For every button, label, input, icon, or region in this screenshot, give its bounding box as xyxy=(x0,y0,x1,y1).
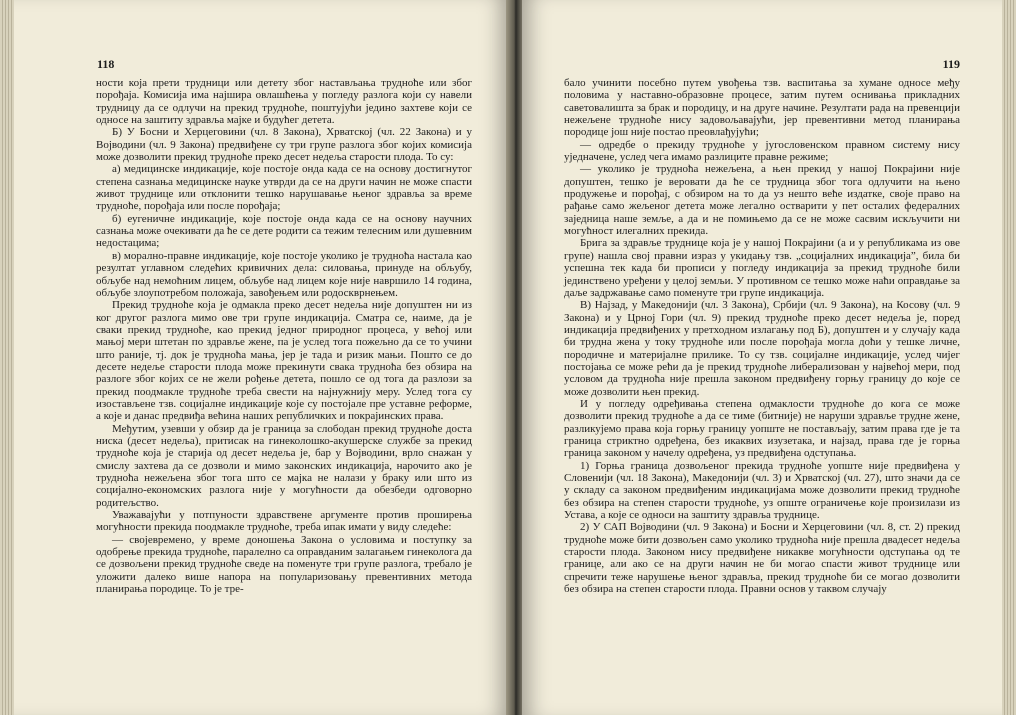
right-page-number: 119 xyxy=(942,57,960,71)
right-page-edges xyxy=(1002,0,1016,715)
paragraph: — уколико је трудноћа нежељена, а њен прекид у нашој Покрајини није допуштен, тешко је веровати да ће се трудница због тога одлучити на њено продужење и порођај, с обзиром на то да уз нешто веће издатке, своје право на рађање само жељеног детета може легално остварити у пет осталих федералних заједница наше земље, а да и не помињемо да се не може сасвим искључити ни могућност илегалних прекида. xyxy=(564,163,960,238)
paragraph: 2) У САП Војводини (чл. 9 Закона) и Босни и Херцеговини (чл. 8, ст. 2) прекид трудноће може бити дозвољен само уколико трудноћа није прешла двадесет недеља старости плода. Законом нису предвиђене никакве могућности одступања од те границе, али ако се на други начин не би могао спасти живот труднице или спречити теже нарушење њеног здравља, прекид трудноће би се могао дозволити без обзира на степен старости плода. Правни основ у таквом случају xyxy=(564,521,960,596)
left-page-text xyxy=(96,77,472,595)
left-page-number: 118 xyxy=(97,57,115,71)
paragraph: — одредбе о прекиду трудноће у југословенском правном систему нису уједначене, услед чега имамо разлиците правне режиме; xyxy=(564,138,960,164)
right-page-text xyxy=(564,77,960,595)
paragraph: в) морално-правне индикације, које постоје уколико је трудноћа настала као резултат углавном следећих кривичних дела: силовања, принуде на обљубу, обљубе над немоћним лицем, обљубе над лицем које није навршило 14 година, обљубе злоупотребом положаја, завођењем или родоскврнењем. xyxy=(96,249,472,299)
paragraph: Уважавајући у потпуности здравствене аргументе против проширења могућности прекида поодмакле трудноће, треба ипак имати у виду следеће: xyxy=(96,509,472,534)
paragraph: а) медицинске индикације, које постоје онда када се на основу достигнутог степена сазнања медицинске науке утврди да се на други начин не може спасти живот труднице или отклонити тешко нарушавање њеног здравља за време трудноће, порођаја или после порођаја; xyxy=(96,163,472,213)
paragraph: И у погледу одређивања степена одмаклости трудноће до кога се може дозволити прекид трудноће а да се тиме (битније) не наруши здравље трудне жене, разликујемо права која горњу границу уопште не постављају, затим права где је та граница стриктно одређена, без икаквих изузетака, и најзад, права где је горња граница законом у начелу одређена, уз предвиђена одступања. xyxy=(564,397,960,460)
paragraph: 1) Горња граница дозвољеног прекида трудноће уопште није предвиђена у Словенији (чл. 18 Закона), Македонији (чл. 3) и Хрватској (чл. 27), што значи да се у складу са законом предвиђеним индикацијама може дозволити прекид трудноће без обзира на степен старости трудноће, уз опште ограничење које произилази из Устава, а које се односи на заштиту здравља труднице. xyxy=(564,459,960,522)
left-page xyxy=(14,0,508,715)
paragraph: бало учинити посебно путем увођења тзв. васпитања за хумане односе међу половима у наставно-образовне процесе, затим путем оснивања прикладних саветовалишта за брак и породицу, и на друге начине. Резултати рада на превенцији нежељене трудноће нису задовољавајући, јер превентивни метод планирања породице још није постао преовлађујући; xyxy=(564,77,960,139)
paragraph: Б) У Босни и Херцеговини (чл. 8 Закона), Хрватској (чл. 22 Закона) и у Војводини (чл. 9 Закона) предвиђене су три групе разлога због којих комисија може дозволити прекид трудноће преко десет недеља старости плода. То су: xyxy=(96,126,472,164)
left-page-edges xyxy=(0,0,14,715)
right-page xyxy=(522,0,1002,715)
paragraph: Међутим, узевши у обзир да је граница за слободан прекид трудноће доста ниска (десет недеља), притисак на гинеколошко-акушерске службе за прекид трудноће која је старија од десет недеља је, бар у Војводини, врло снажан у смислу захтева да се дозволи и мимо законских индикација, нарочито ако је трудноћа нежељена због тога што се мајка не налази у браку или што из социјално-економских разлога није у могућности да обезбеди одговорно родитељство. xyxy=(96,422,472,509)
paragraph: Брига за здравље труднице која је у нашој Покрајини (а и у републикама из ове групе) нашла свој правни израз у укидању тзв. „социјалних индикација”, била би успешна тек када би прописи у погледу индикација за прекид трудноће били јединствено уређени у целој земљи. У противном се тешко може наћи оправдање за даље задржавање само поменуте три групе индикација. xyxy=(564,237,960,299)
paragraph: В) Најзад, у Македонији (чл. 3 Закона), Србији (чл. 9 Закона), на Косову (чл. 9 Закона) и у Црној Гори (чл. 9) прекид трудноће преко десет недеља је, поред индикација предвиђених у претходном излагању под Б), допуштен и у случају када би трудна жена у току трудноће или после порођаја могла доћи у тешке личне, породичне и материјалне прилике. То су тзв. социјалне индикације, услед чијег постојања се може рећи да је прекид трудноће либерализован у највећој мери, под условом да трудноћа није прешла законом предвиђену горњу границу до које се може дозволити њен прекид. xyxy=(564,299,960,398)
paragraph: ности која прети трудници или детету због настављања трудноће или због порођаја. Комисија има најшира овлашћења у погледу разлога који су навели трудницу да се одлучи на прекид трудноће, поштујући једино захтеве који се односе на заштиту здравља мајке и будућег детета. xyxy=(96,77,472,127)
paragraph: — својевремено, у време доношења Закона о условима и поступку за одобрење прекида трудноће, паралелно са оправданим залагањем гинеколога да се дозвољени прекид трудноће сведе на поменуте три групе разлога, требало је уложити далеко више напора на популаризовању превентивних метода планирања породице. То је тре- xyxy=(96,533,472,596)
paragraph: Прекид трудноће која је одмакла преко десет недеља није допуштен ни из ког другог разлога мимо ове три групе индикација. Сматра се, наиме, да је сваки прекид трудноће, као прекид једног природног процеса, у већој или мањој мери штетан по здравље жене, па је услед тога пожељно да се то учини што раније, тј. док је трудноћа мања, јер је тада и ризик мањи. Пошто се до десете недеље старости плода може прекинути свака трудноћа без обзира на разлоге због којих се не жели рођење детета, пошло се од тога да разлози за прекид поодмакле трудноће треба свести на најнужнију меру. Услед тога су изостављене тзв. социјалне индикације које су постојале пре уставне реформе, а које и данас предвиђа већина наших републичких и покрајинских права. xyxy=(96,299,472,423)
paragraph: б) еугеничне индикације, које постоје онда када се на основу научних сазнања може очекивати да ће се дете родити са тежим телесним или душевним недостацима; xyxy=(96,212,472,250)
